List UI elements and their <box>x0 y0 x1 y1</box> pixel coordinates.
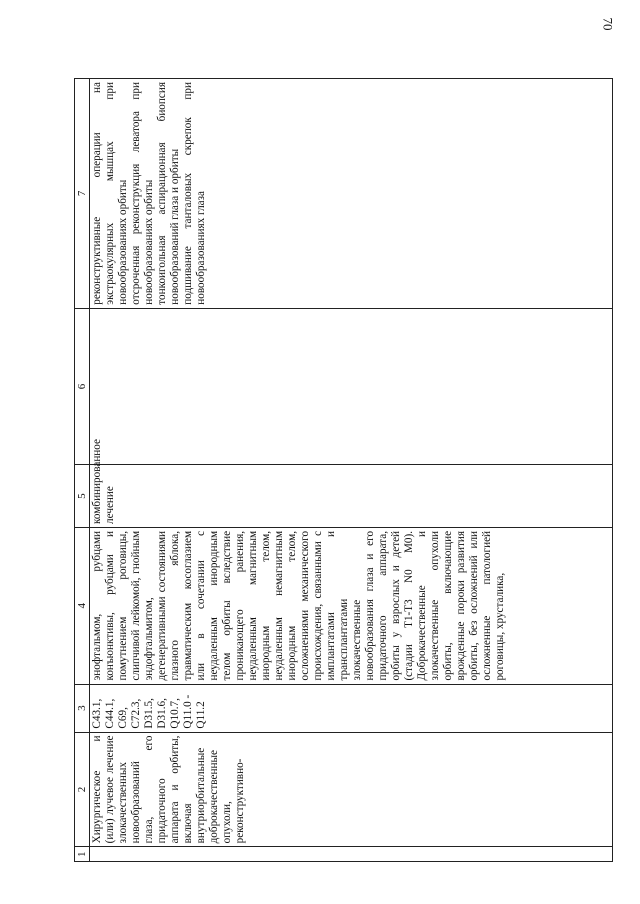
cell-icd-codes <box>90 684 613 732</box>
column-number: 6 <box>75 308 90 465</box>
diagnosis-upper-text: энофтальмом, рубцами конъюнктивы, рубцами и помутнением роговицы, слипчивой лейкомой, гнойным эндофтальмитом, дегенеративными состояниями глазного яблока, травматическим косоглазием или в сочетании с неудаленным инородным телом орбиты вследствие проникающего ранения, неудаленным магнитным инородным телом, неудаленным немагнитным инородным телом, осложнениями механического происхождения, связанными с имплантатами и трансплантатами <box>91 530 350 681</box>
column-number-row <box>75 79 90 862</box>
cell-treatment-type: комбинированное лечение <box>90 465 613 528</box>
icd-code: C72.3, <box>130 698 142 729</box>
icd-code: C44.1, <box>104 698 116 729</box>
icd-code: D31.6, <box>156 698 168 729</box>
table-row <box>90 79 613 862</box>
column-number: 5 <box>75 465 90 528</box>
cell-diagnosis-model <box>90 527 613 684</box>
cell-treatment-name: Хирургическое и (или) лучевое лечение злокачественных новообразований глаза, его придаточного аппарата и орбиты, включая внутриорбитальные доброкачественные опухоли, реконструктивно- <box>90 732 613 847</box>
method-item: подшивание танталовых скрепок при новообразованиях глаза <box>182 82 207 305</box>
cell-col6 <box>90 308 613 465</box>
cell-treatment-methods <box>90 79 613 309</box>
method-item: тонкоигольная аспирационная биопсия новообразований глаза и орбиты <box>156 82 181 305</box>
method-item: отсроченная реконструкция леватора при новообразованиях орбиты <box>130 82 155 305</box>
icd-code: Q10.7, <box>169 698 181 729</box>
column-number: 4 <box>75 527 90 684</box>
icd-code: D31.5, <box>143 698 155 729</box>
page-number: 70 <box>600 17 616 31</box>
icd-code: C43.1, <box>91 698 103 729</box>
rotated-table-container <box>74 78 618 862</box>
column-number: 7 <box>75 79 90 309</box>
icd-code: C69, <box>117 707 129 729</box>
treatment-table <box>74 78 613 862</box>
icd-code: Q11.2 <box>195 701 207 729</box>
column-number: 2 <box>75 732 90 847</box>
method-item: реконструктивные операции на экстраокулярных мышцах при новообразованиях орбиты <box>91 82 129 305</box>
diagnosis-lower-text: злокачественные новообразования глаза и его придаточного аппарата, орбиты у взрослых и детей (стадии T1-T3 N0 M0). Доброкачественные и злокачественные опухоли орбиты, включающие врожденные пороки развития орбиты, без осложнений или осложненные патологией роговицы, хрусталика, <box>351 530 506 681</box>
cell-col1 <box>90 847 613 862</box>
icd-code: Q11.0 - <box>182 694 194 729</box>
column-number: 3 <box>75 684 90 732</box>
column-number: 1 <box>75 847 90 862</box>
